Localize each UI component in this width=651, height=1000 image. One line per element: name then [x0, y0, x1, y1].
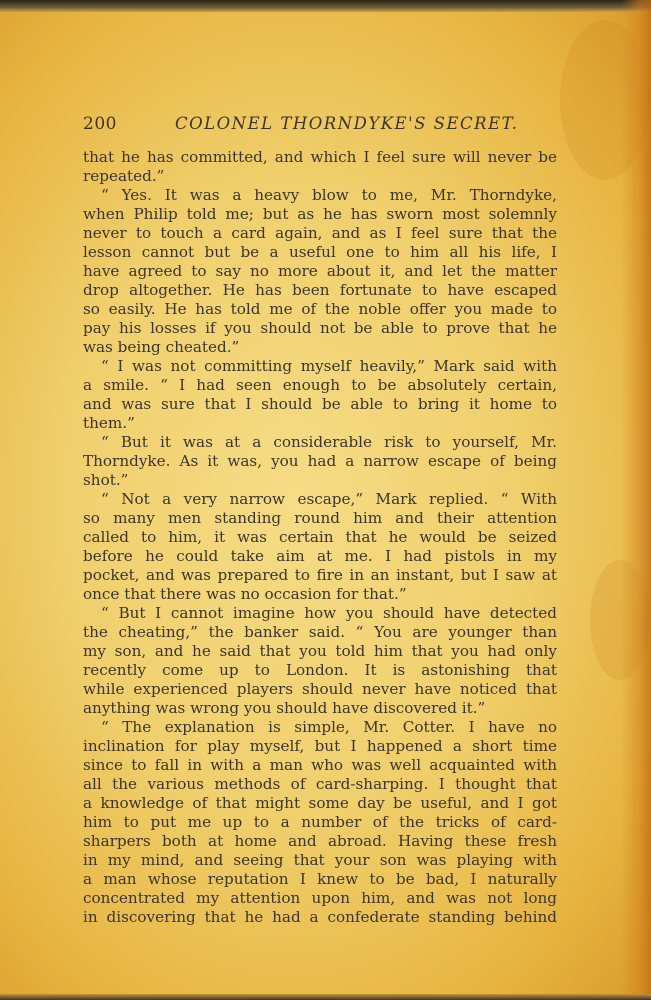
page-header [83, 114, 563, 140]
text-line: the cheating,” the banker said. “ You are younger than [83, 623, 557, 641]
page-number: 200 [83, 114, 117, 134]
text-line: “ But it was at a considerable risk to yourself, Mr. [101, 433, 557, 451]
text-line: “ Not a very narrow escape,” Mark replied. “ With [101, 490, 557, 508]
text-line: them.” [83, 414, 135, 432]
text-line: pay his losses if you should not be able to prove that he [83, 319, 557, 337]
text-line: him to put me up to a number of the tricks of card- [83, 813, 557, 831]
page-top-edge [0, 0, 651, 12]
body-text [83, 148, 557, 927]
text-line: once that there was no occasion for that.” [83, 585, 407, 603]
text-line: anything was wrong you should have discovered it.” [83, 699, 486, 717]
text-line: drop altogether. He has been fortunate to have escaped [83, 281, 557, 299]
running-title: COLONEL THORNDYKE'S SECRET. [175, 114, 519, 133]
text-line: “ I was not committing myself heavily,” Mark said with [101, 357, 557, 375]
text-line: have agreed to say no more about it, and let the matter [83, 262, 557, 280]
text-line: a knowledge of that might some day be useful, and I got [83, 794, 557, 812]
text-line: “ Yes. It was a heavy blow to me, Mr. Thorndyke, [101, 186, 557, 204]
text-line: so easily. He has told me of the noble offer you made to [83, 300, 557, 318]
text-line: concentrated my attention upon him, and was not long [83, 889, 557, 907]
text-line: was being cheated.” [83, 338, 240, 356]
text-line: and was sure that I should be able to bring it home to [83, 395, 557, 413]
text-line: since to fall in with a man who was well acquainted with [83, 756, 557, 774]
text-line: shot.” [83, 471, 129, 489]
page-bottom-edge [0, 994, 651, 1000]
text-line: Thorndyke. As it was, you had a narrow escape of being [83, 452, 557, 470]
text-line: in my mind, and seeing that your son was playing with [83, 851, 557, 869]
text-line: called to him, it was certain that he would be seized [83, 528, 557, 546]
text-line: all the various methods of card-sharping. I thought that [83, 775, 557, 793]
text-line: lesson cannot but be a useful one to him all his life, I [83, 243, 557, 261]
text-line: repeated.” [83, 167, 165, 185]
text-line: my son, and he said that you told him that you had only [83, 642, 557, 660]
text-line: never to touch a card again, and as I feel sure that the [83, 224, 557, 242]
page-right-edge [621, 0, 651, 1000]
text-line: inclination for play myself, but I happened a short time [83, 737, 557, 755]
text-line: pocket, and was prepared to fire in an instant, but I saw at [83, 566, 557, 584]
text-line: “ The explanation is simple, Mr. Cotter. I have no [101, 718, 557, 736]
text-line: before he could take aim at me. I had pistols in my [83, 547, 557, 565]
text-line: that he has committed, and which I feel sure will never be [83, 148, 557, 166]
text-line: so many men standing round him and their attention [83, 509, 557, 527]
text-line: while experienced players should never have noticed that [83, 680, 557, 698]
text-line: a man whose reputation I knew to be bad, I naturally [83, 870, 557, 888]
text-line: sharpers both at home and abroad. Having these fresh [83, 832, 557, 850]
text-line: when Philip told me; but as he has sworn most solemnly [83, 205, 557, 223]
text-line: recently come up to London. It is astonishing that [83, 661, 557, 679]
text-line: a smile. “ I had seen enough to be absolutely certain, [83, 376, 557, 394]
text-line: “ But I cannot imagine how you should have detected [101, 604, 557, 622]
text-line: in discovering that he had a confederate standing behind [83, 908, 557, 926]
